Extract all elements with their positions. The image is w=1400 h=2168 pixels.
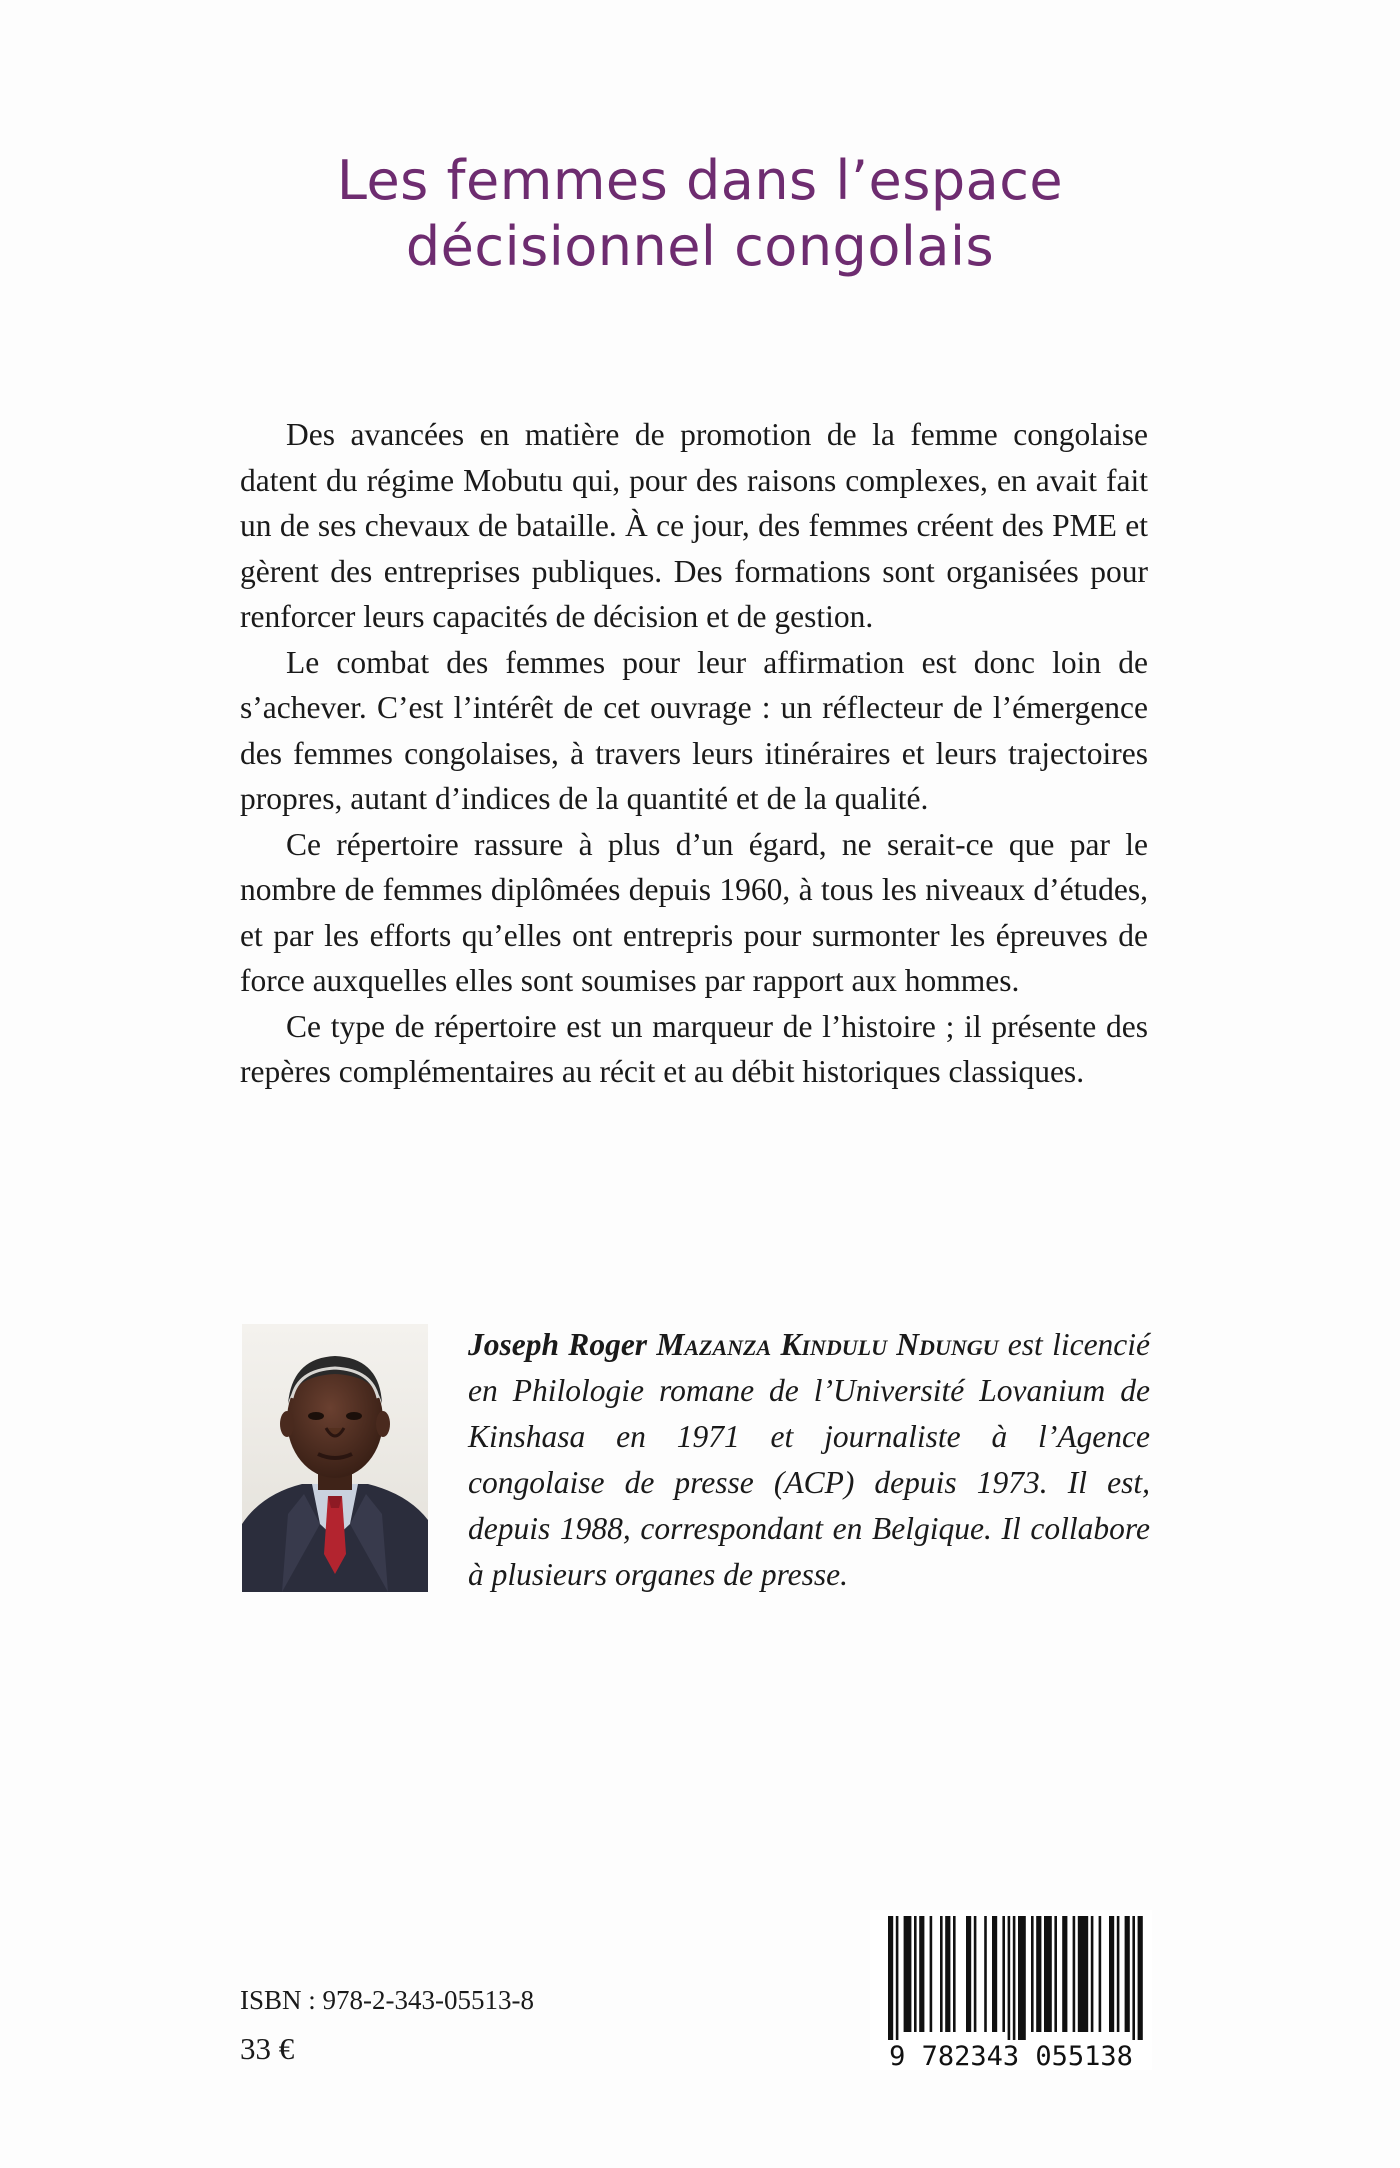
barcode-bar <box>919 1916 924 2032</box>
barcode-bar <box>1125 1916 1130 2032</box>
barcode-bar <box>1036 1916 1041 2032</box>
barcode-bar <box>984 1916 987 2032</box>
barcode-bar <box>1099 1916 1102 2032</box>
author-bio <box>468 1322 1150 1598</box>
barcode-bar <box>1054 1916 1057 2032</box>
barcode-bar <box>1109 1916 1114 2032</box>
barcode-bar <box>945 1916 950 2032</box>
blurb-paragraph-1: Des avancées en matière de promotion de la femme congolaise datent du régime Mobutu qui, pour des raisons complexes, en avait fait un de ses chevaux de bataille. À ce jour, des femmes créent des PME et gèrent des entreprises publiques. Des formations sont organisées pour renforcer leurs capacités de décision et de gestion. <box>240 417 1148 634</box>
barcode-bar <box>930 1916 933 2032</box>
barcode-bar <box>1002 1916 1005 2032</box>
barcode-bar <box>1018 1916 1026 2040</box>
barcode-bar <box>992 1916 997 2032</box>
author-portrait-image <box>242 1324 428 1592</box>
barcode-bar <box>1132 1916 1135 2040</box>
barcode-bar <box>1091 1916 1094 2032</box>
barcode <box>870 1910 1152 2070</box>
barcode-bar <box>896 1916 899 2040</box>
author-surname: Mazanza Kindulu Ndungu <box>656 1327 999 1362</box>
barcode-bar <box>914 1916 917 2032</box>
blurb-paragraph-3: Ce répertoire rassure à plus d’un égard, ne serait-ce que par le nombre de femmes diplômées depuis 1960, à tous les niveaux d’études, et par les efforts qu’elles ont entrepris pour surmonter les épreuves de force auxquelles elles sont soumises par rapport aux hommes. <box>240 826 1148 998</box>
barcode-bar <box>974 1916 977 2032</box>
barcode-bar <box>1008 1916 1011 2040</box>
barcode-bar <box>1073 1916 1076 2032</box>
book-title-line-2: décisionnel congolais <box>405 215 995 278</box>
author-photo <box>242 1324 428 1592</box>
author-first-names: Joseph Roger <box>468 1327 648 1362</box>
blurb-paragraph-4: Ce type de répertoire est un marqueur de l’histoire ; il présente des repères complémentaires au récit et au débit historiques classiques. <box>240 1008 1148 1089</box>
book-title-line-1: Les femmes dans l’espace <box>336 149 1064 212</box>
barcode-bar <box>1062 1916 1067 2032</box>
isbn: ISBN : 978-2-343-05513-8 <box>240 1985 534 2015</box>
barcode-bar <box>1013 1916 1016 2040</box>
barcode-bar <box>1044 1916 1052 2032</box>
barcode-bar <box>888 1916 893 2040</box>
barcode-bar <box>966 1916 971 2032</box>
barcode-bar <box>940 1916 943 2032</box>
price: 33 € <box>240 2031 295 2066</box>
barcode-bar <box>953 1916 956 2032</box>
barcode-bar <box>1031 1916 1034 2032</box>
barcode-bar <box>1138 1916 1143 2040</box>
barcode-digits: 9 782343 055138 <box>889 2041 1133 2070</box>
blurb <box>240 412 1148 1095</box>
barcode-bar <box>1117 1916 1120 2032</box>
barcode-bar <box>1078 1916 1088 2032</box>
author-bio-text: est licencié en Philologie romane de l’Université Lovanium de Kinshasa en 1971 et journaliste à l’Agence congolaise de presse (ACP) depuis 1973. Il est, depuis 1988, correspondant en Belgique. Il collabore à plusieurs organes de presse. <box>468 1327 1151 1592</box>
barcode-bars <box>888 1916 1143 2040</box>
blurb-paragraph-2: Le combat des femmes pour leur affirmation est donc loin de s’achever. C’est l’intérêt de cet ouvrage : un réflecteur de l’émergence des femmes congolaises, à travers leurs itinéraires et leurs trajectoires propres, autant d’indices de la quantité et de la qualité. <box>240 644 1148 816</box>
barcode-bar <box>904 1916 912 2032</box>
barcode-image <box>870 1910 1152 2070</box>
book-title <box>0 148 1400 280</box>
